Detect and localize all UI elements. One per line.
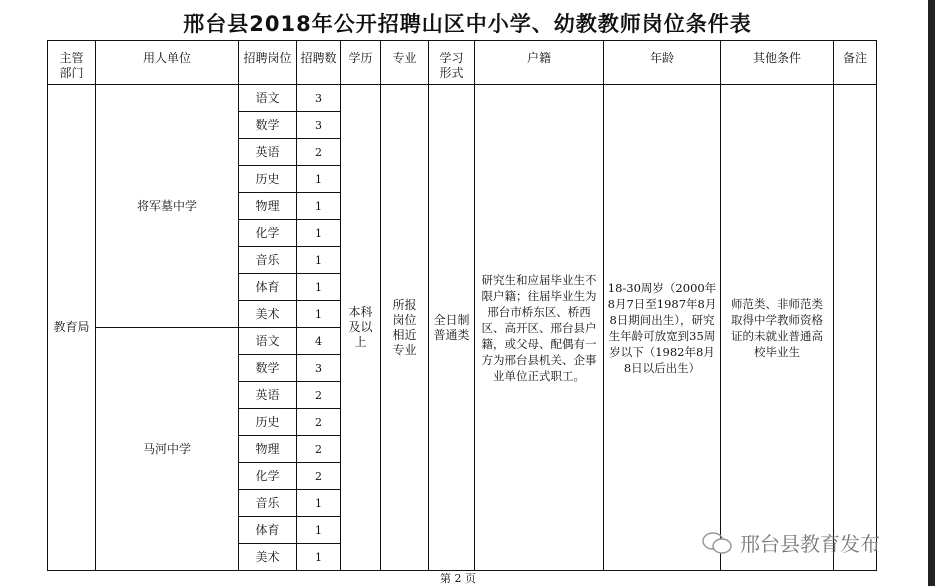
window-edge — [928, 0, 935, 586]
position-cell: 语文 — [239, 85, 297, 112]
education-cell: 本科及以上 — [341, 85, 381, 571]
unit-name-cell: 马河中学 — [96, 328, 239, 571]
page-number: 第 2 页 — [440, 572, 476, 585]
count-cell: 1 — [297, 490, 341, 517]
count-cell: 1 — [297, 193, 341, 220]
remark-cell — [834, 85, 877, 571]
header-age: 年龄 — [604, 41, 721, 85]
age-cell: 18-30周岁（2000年8月7日至1987年8月8日期间出生），研究生年龄可放宽到35周岁以下（1982年8月8日以后出生） — [604, 85, 721, 571]
count-cell: 2 — [297, 382, 341, 409]
position-cell: 物理 — [239, 193, 297, 220]
count-cell: 1 — [297, 517, 341, 544]
position-cell: 音乐 — [239, 490, 297, 517]
header-row — [48, 41, 877, 85]
count-cell: 3 — [297, 355, 341, 382]
position-cell: 音乐 — [239, 247, 297, 274]
count-cell: 1 — [297, 544, 341, 571]
count-cell: 2 — [297, 463, 341, 490]
header-remark: 备注 — [834, 41, 877, 85]
position-cell: 数学 — [239, 112, 297, 139]
position-cell: 美术 — [239, 544, 297, 571]
position-cell: 英语 — [239, 139, 297, 166]
header-other: 其他条件 — [721, 41, 834, 85]
position-cell: 语文 — [239, 328, 297, 355]
position-cell: 历史 — [239, 166, 297, 193]
watermark-text: 邢台县教育发布 — [740, 532, 880, 556]
recruitment-table — [47, 40, 877, 571]
major-cell: 所报岗位相近专业 — [381, 85, 429, 571]
position-cell: 体育 — [239, 274, 297, 301]
department-cell: 教育局 — [48, 85, 96, 571]
position-cell: 历史 — [239, 409, 297, 436]
count-cell: 1 — [297, 166, 341, 193]
position-cell: 物理 — [239, 436, 297, 463]
wechat-icon — [700, 531, 734, 555]
header-education: 学历 — [341, 41, 381, 85]
header-study-form: 学习形式 — [429, 41, 475, 85]
count-cell: 4 — [297, 328, 341, 355]
header-position: 招聘岗位 — [239, 41, 297, 85]
household-cell: 研究生和应届毕业生不限户籍；往届毕业生为邢台市桥东区、桥西区、高开区、邢台县户籍，或父母、配偶有一方为邢台县机关、企事业单位正式职工。 — [475, 85, 604, 571]
count-cell: 1 — [297, 220, 341, 247]
table-row — [48, 85, 877, 112]
position-cell: 美术 — [239, 301, 297, 328]
position-cell: 英语 — [239, 382, 297, 409]
header-major: 专业 — [381, 41, 429, 85]
header-department: 主管部门 — [48, 41, 96, 85]
count-cell: 2 — [297, 436, 341, 463]
header-household: 户籍 — [475, 41, 604, 85]
position-cell: 化学 — [239, 220, 297, 247]
watermark — [700, 528, 880, 557]
position-cell: 化学 — [239, 463, 297, 490]
header-unit: 用人单位 — [96, 41, 239, 85]
position-cell: 体育 — [239, 517, 297, 544]
count-cell: 1 — [297, 301, 341, 328]
count-cell: 3 — [297, 85, 341, 112]
header-count: 招聘数 — [297, 41, 341, 85]
count-cell: 2 — [297, 139, 341, 166]
unit-name-cell: 将军墓中学 — [96, 85, 239, 328]
other-conditions-cell: 师范类、非师范类取得中学教师资格证的未就业普通高校毕业生 — [721, 85, 834, 571]
count-cell: 2 — [297, 409, 341, 436]
count-cell: 3 — [297, 112, 341, 139]
count-cell: 1 — [297, 274, 341, 301]
position-cell: 数学 — [239, 355, 297, 382]
page-title: 邢台县2018年公开招聘山区中小学、幼教教师岗位条件表 — [183, 12, 752, 36]
count-cell: 1 — [297, 247, 341, 274]
study-form-cell: 全日制普通类 — [429, 85, 475, 571]
